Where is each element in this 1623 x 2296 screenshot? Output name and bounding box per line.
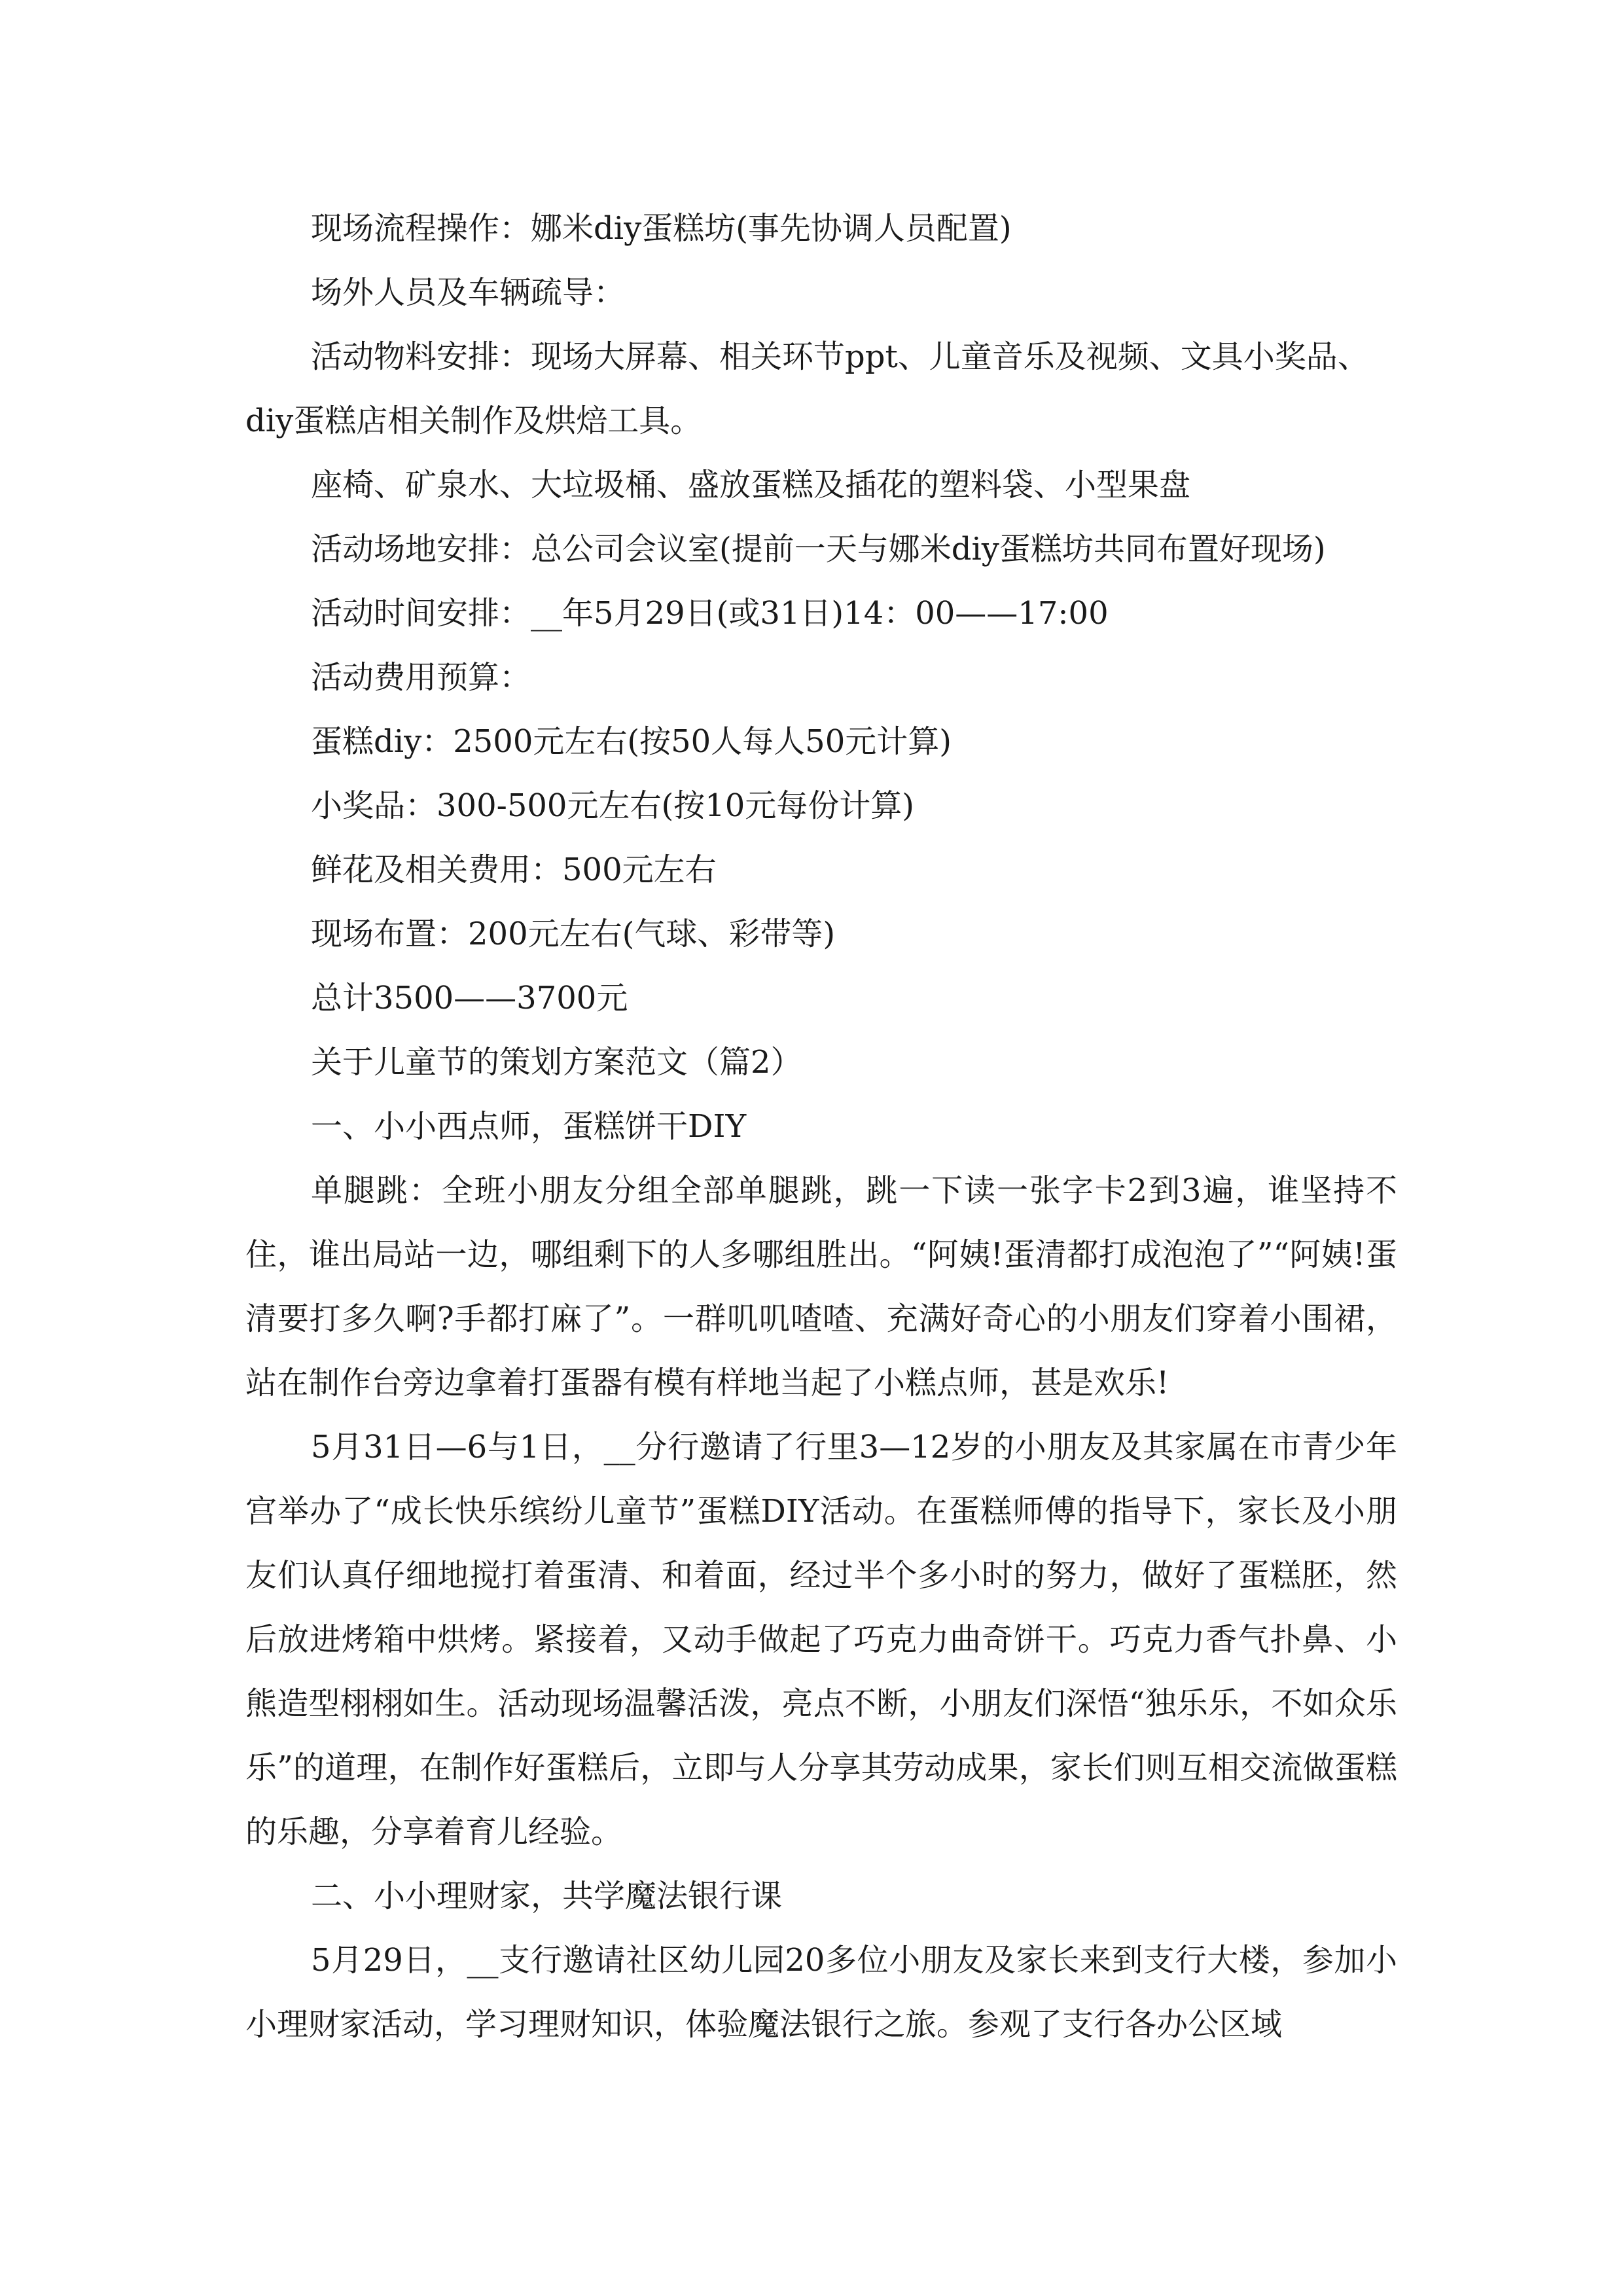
document-body — [245, 196, 1397, 2056]
text-line-materials-cont: diy蛋糕店相关制作及烘焙工具。 — [245, 403, 702, 439]
text-line-flower-cost: 鲜花及相关费用：500元左右 — [311, 852, 717, 888]
text-line-cake-cost: 蛋糕diy：2500元左右(按50人每人50元计算) — [311, 723, 952, 760]
paragraph-cake-diy: 5月31日—6与1日，__分行邀请了行里3—12岁的小朋友及其家属在市青少年宫举办了“成长快乐缤纷儿童节”蛋糕DIY活动。在蛋糕师傅的指导下，家长及小朋友们认真仔细地搅打着蛋清、和着面，经过半个多小时的努力，做好了蛋糕胚，然后放进烤箱中烘烤。紧接着，又动手做起了巧克力曲奇饼干。巧克力香气扑鼻、小熊造型栩栩如生。活动现场温馨活泼，亮点不断，小朋友们深悟“独乐乐，不如众乐乐”的道理，在制作好蛋糕后，立即与人分享其劳动成果，家长们则互相交流做蛋糕的乐趣，分享着育儿经验。 — [245, 1429, 1397, 1850]
text-line-traffic: 场外人员及车辆疏导： — [311, 274, 626, 311]
section-1-title: 一、小小西点师，蛋糕饼干DIY — [311, 1108, 747, 1145]
text-line-venue: 活动场地安排：总公司会议室(提前一天与娜米diy蛋糕坊共同布置好现场) — [311, 531, 1326, 567]
text-line-decor-cost: 现场布置：200元左右(气球、彩带等) — [311, 916, 836, 952]
text-line-time: 活动时间安排：__年5月29日(或31日)14：00——17:00 — [311, 595, 1109, 632]
paragraph-single-leg-jump: 单腿跳：全班小朋友分组全部单腿跳，跳一下读一张字卡2到3遍，谁坚持不住，谁出局站一边，哪组剩下的人多哪组胜出。“阿姨!蛋清都打成泡泡了”“阿姨!蛋清要打多久啊?手都打麻了”。一群叽叽喳喳、充满好奇心的小朋友们穿着小围裙，站在制作台旁边拿着打蛋器有模有样地当起了小糕点师，甚是欢乐! — [245, 1172, 1397, 1401]
text-line-budget: 活动费用预算： — [311, 659, 531, 696]
paragraph-finance: 5月29日，__支行邀请社区幼儿园20多位小朋友及家长来到支行大楼，参加小小理财家活动，学习理财知识，体验魔法银行之旅。参观了支行各办公区域 — [245, 1942, 1397, 2043]
text-line-prize-cost: 小奖品：300-500元左右(按10元每份计算) — [311, 787, 914, 824]
text-line-total: 总计3500——3700元 — [311, 980, 628, 1016]
section-2-title: 二、小小理财家，共学魔法银行课 — [311, 1878, 783, 1914]
text-line-supplies: 座椅、矿泉水、大垃圾桶、盛放蛋糕及插花的塑料袋、小型果盘 — [311, 467, 1191, 503]
text-line-materials: 活动物料安排：现场大屏幕、相关环节ppt、儿童音乐及视频、文具小奖品、 — [311, 338, 1369, 375]
text-line-process: 现场流程操作：娜米diy蛋糕坊(事先协调人员配置) — [311, 210, 1012, 247]
article-title: 关于儿童节的策划方案范文（篇2） — [311, 1044, 802, 1081]
